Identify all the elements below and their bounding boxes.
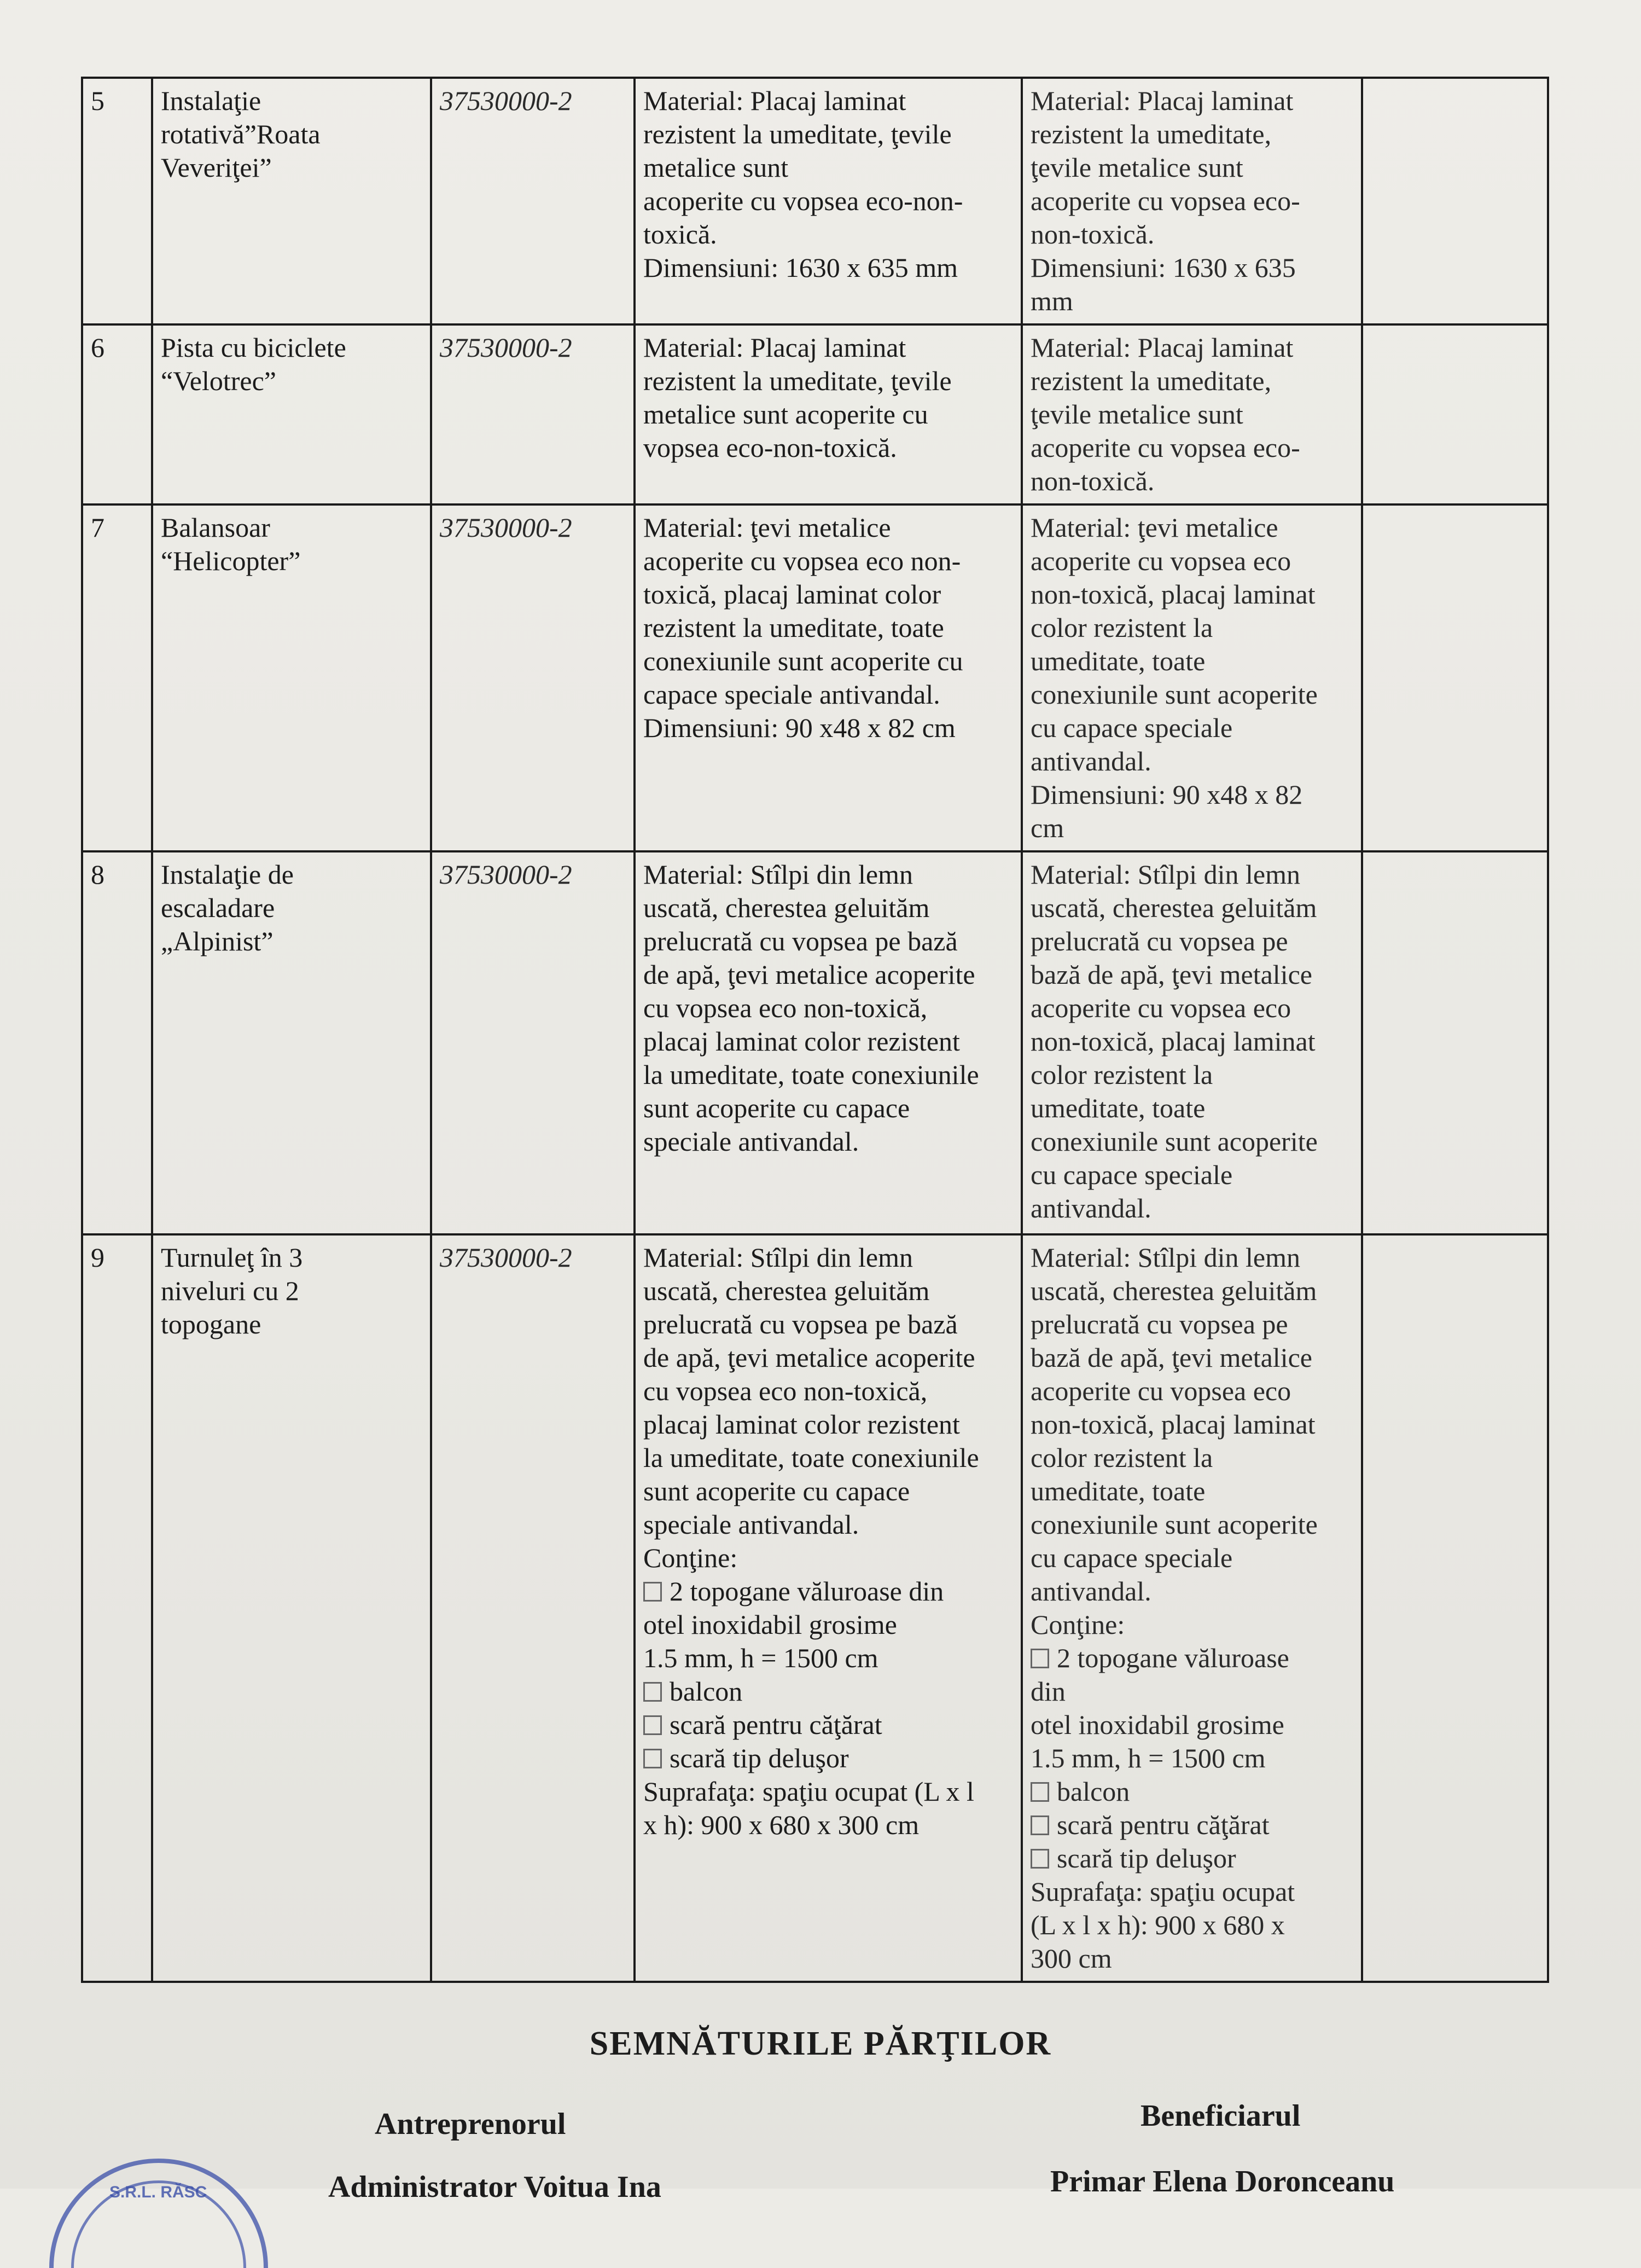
spec-line: placaj laminat color rezistent [643,1409,960,1440]
row-number: 7 [82,504,152,851]
spec-line: sunt acoperite cu capace [643,1093,910,1123]
offer-line: cu capace speciale [1031,712,1233,743]
spec-line: la umeditate, toate conexiunile [643,1059,979,1090]
spec-line: Dimensiuni: 1630 x 635 mm [643,252,958,283]
empty-cell [1362,324,1548,504]
table-row [82,324,1548,504]
contractor-representative: Administrator Voitua Ina [328,2170,661,2204]
checkbox-bullet-icon [643,1682,662,1702]
offer-line [1031,1808,1353,1842]
offer-line [1031,1641,1353,1675]
offer-line: Dimensiuni: 90 x48 x 82 [1031,779,1303,810]
offer-line: 1.5 mm, h = 1500 cm [1031,1743,1266,1773]
item-name-line: rotativă”Roata [161,119,321,149]
offer-line: acoperite cu vopsea eco- [1031,432,1300,463]
spec-line [643,1742,1013,1775]
offer-line: non-toxică. [1031,466,1155,496]
offer-line: non-toxică. [1031,219,1155,250]
offer-line: conexiunile sunt acoperite [1031,679,1318,710]
spec-line [643,1708,1013,1742]
offer-line: Material: Stîlpi din lemn [1031,1242,1300,1273]
offer-line: color rezistent la [1031,612,1213,643]
offer-line: Material: Placaj laminat [1031,85,1294,116]
spec-line: metalice sunt acoperite cu [643,399,928,430]
required-specification [635,324,1022,504]
spec-line-text: scară pentru căţărat [670,1709,882,1740]
contractor-label: Antreprenorul [375,2107,566,2141]
spec-line: toxică, placaj laminat color [643,579,941,610]
checkbox-bullet-icon [1031,1849,1049,1869]
item-name-line: Turnuleţ în 3 [161,1242,303,1273]
spec-line: prelucrată cu vopsea pe bază [643,1309,958,1339]
offer-line: acoperite cu vopsea eco- [1031,185,1300,216]
spec-line: toxică. [643,219,717,250]
table-row [82,504,1548,851]
offer-line: din [1031,1676,1066,1707]
empty-cell [1362,1234,1548,1982]
offer-line: cu capace speciale [1031,1542,1233,1573]
spec-line: otel inoxidabil grosime [643,1609,897,1640]
offer-line: color rezistent la [1031,1442,1213,1473]
item-name-line: topogane [161,1309,261,1339]
offer-line: antivandal. [1031,1576,1151,1606]
spec-line: cu vopsea eco non-toxică, [643,993,928,1023]
offer-line: Conţine: [1031,1609,1125,1640]
offer-line: Suprafaţa: spaţiu ocupat [1031,1876,1295,1907]
spec-line: vopsea eco-non-toxică. [643,432,897,463]
offer-line-text: balcon [1057,1776,1130,1807]
offer-line: bază de apă, ţevi metalice [1031,959,1312,990]
offer-line: non-toxică, placaj laminat [1031,579,1316,610]
empty-cell [1362,78,1548,324]
offer-line: Material: ţevi metalice [1031,512,1278,543]
row-number: 5 [82,78,152,324]
offer-line-text: scară tip deluşor [1057,1843,1236,1873]
spec-line: conexiunile sunt acoperite cu [643,646,963,676]
offer-line: acoperite cu vopsea eco [1031,1376,1291,1406]
spec-line: rezistent la umeditate, ţevile [643,119,952,149]
item-name [152,1234,431,1982]
required-specification [635,78,1022,324]
offered-specification [1022,851,1362,1234]
table-body [82,78,1548,1982]
spec-line: speciale antivandal. [643,1509,859,1540]
spec-line-text: 2 topogane văluroase din [670,1576,944,1606]
spec-line: Suprafaţa: spaţiu ocupat (L x l [643,1776,974,1807]
spec-line: uscată, cherestea geluităm [643,1275,930,1306]
offer-line: 300 cm [1031,1943,1112,1974]
spec-line: Dimensiuni: 90 x48 x 82 cm [643,712,956,743]
offer-line: rezistent la umeditate, [1031,366,1272,396]
beneficiary-representative: Primar Elena Doronceanu [1050,2165,1395,2199]
row-number: 9 [82,1234,152,1982]
item-name [152,78,431,324]
offer-line: uscată, cherestea geluităm [1031,1275,1317,1306]
item-name [152,851,431,1234]
offer-line: umeditate, toate [1031,1476,1206,1506]
table-row [82,851,1548,1234]
offer-line: Material: Stîlpi din lemn [1031,859,1300,890]
spec-line [643,1675,1013,1708]
spec-line: Conţine: [643,1542,738,1573]
offer-line: ţevile metalice sunt [1031,152,1243,183]
spec-line: Material: Stîlpi din lemn [643,859,913,890]
spec-line: de apă, ţevi metalice acoperite [643,959,975,990]
offer-line: conexiunile sunt acoperite [1031,1509,1318,1540]
spec-line: placaj laminat color rezistent [643,1026,960,1057]
offer-line: cu capace speciale [1031,1159,1233,1190]
item-name-line: Instalaţie de [161,859,294,890]
checkbox-bullet-icon [643,1749,662,1768]
table-row [82,1234,1548,1982]
offer-line: cm [1031,813,1064,843]
checkbox-bullet-icon [1031,1815,1049,1835]
company-stamp [49,2159,268,2268]
item-name-line: niveluri cu 2 [161,1275,299,1306]
offer-line: antivandal. [1031,1193,1151,1223]
item-name-line: escaladare [161,892,275,923]
signatures-title: SEMNĂTURILE PĂRŢILOR [589,2025,1052,2062]
spec-line-text: scară tip deluşor [670,1743,849,1773]
cpv-code: 37530000-2 [431,851,635,1234]
cpv-code: 37530000-2 [431,78,635,324]
spec-line: 1.5 mm, h = 1500 cm [643,1643,878,1673]
offer-line [1031,1775,1353,1808]
spec-line: acoperite cu vopsea eco non- [643,546,961,576]
offered-specification [1022,504,1362,851]
offer-line: ţevile metalice sunt [1031,399,1243,430]
item-name-line: Pista cu biciclete [161,332,346,363]
offer-line: uscată, cherestea geluităm [1031,892,1317,923]
spec-line: prelucrată cu vopsea pe bază [643,926,958,956]
offer-line: otel inoxidabil grosime [1031,1709,1284,1740]
row-number: 8 [82,851,152,1234]
required-specification [635,504,1022,851]
offer-line: non-toxică, placaj laminat [1031,1026,1316,1057]
spec-line: rezistent la umeditate, ţevile [643,366,952,396]
spec-line [643,1575,1013,1608]
offer-line: prelucrată cu vopsea pe [1031,926,1288,956]
item-name-line: Instalaţie [161,85,261,116]
offer-line: rezistent la umeditate, [1031,119,1272,149]
offer-line: acoperite cu vopsea eco [1031,993,1291,1023]
empty-cell [1362,851,1548,1234]
checkbox-bullet-icon [1031,1649,1049,1668]
checkbox-bullet-icon [643,1582,662,1602]
offer-line: conexiunile sunt acoperite [1031,1126,1318,1157]
offer-line: acoperite cu vopsea eco [1031,546,1291,576]
cpv-code: 37530000-2 [431,1234,635,1982]
spec-line: Material: ţevi metalice [643,512,891,543]
offer-line: color rezistent la [1031,1059,1213,1090]
offer-line-text: scară pentru căţărat [1057,1809,1270,1840]
checkbox-bullet-icon [643,1715,662,1735]
item-name-line: “Velotrec” [161,366,276,396]
offered-specification [1022,324,1362,504]
offer-line-text: 2 topogane văluroase [1057,1643,1289,1673]
stamp-text: S.R.L. RĂSC [109,2183,207,2201]
cpv-code: 37530000-2 [431,324,635,504]
spec-line: metalice sunt [643,152,789,183]
required-specification [635,851,1022,1234]
offer-line: prelucrată cu vopsea pe [1031,1309,1288,1339]
spec-line: speciale antivandal. [643,1126,859,1157]
spec-line: capace speciale antivandal. [643,679,940,710]
offer-line: (L x l x h): 900 x 680 x [1031,1910,1285,1940]
specification-table [81,77,1549,1983]
item-name-line: Balansoar [161,512,270,543]
beneficiary-label: Beneficiarul [1140,2099,1301,2133]
item-name-line: Veveriţei” [161,152,272,183]
spec-line: x h): 900 x 680 x 300 cm [643,1809,920,1840]
offer-line: umeditate, toate [1031,646,1206,676]
cpv-code: 37530000-2 [431,504,635,851]
offer-line: antivandal. [1031,746,1151,776]
row-number: 6 [82,324,152,504]
spec-line: acoperite cu vopsea eco-non- [643,185,963,216]
offer-line: umeditate, toate [1031,1093,1206,1123]
item-name [152,504,431,851]
offer-line: Material: Placaj laminat [1031,332,1294,363]
offer-line: bază de apă, ţevi metalice [1031,1342,1312,1373]
checkbox-bullet-icon [1031,1782,1049,1802]
spec-line: la umeditate, toate conexiunile [643,1442,979,1473]
empty-cell [1362,504,1548,851]
spec-line: uscată, cherestea geluităm [643,892,930,923]
table-row [82,78,1548,324]
spec-line: sunt acoperite cu capace [643,1476,910,1506]
offer-line [1031,1842,1353,1875]
offer-line: Dimensiuni: 1630 x 635 [1031,252,1296,283]
offer-line: mm [1031,286,1073,316]
spec-line: de apă, ţevi metalice acoperite [643,1342,975,1373]
required-specification [635,1234,1022,1982]
spec-line: rezistent la umeditate, toate [643,612,944,643]
offered-specification [1022,78,1362,324]
spec-line: cu vopsea eco non-toxică, [643,1376,928,1406]
spec-line: Material: Placaj laminat [643,85,906,116]
item-name-line: “Helicopter” [161,546,301,576]
item-name-line: „Alpinist” [161,926,274,956]
spec-line-text: balcon [670,1676,743,1707]
offer-line: non-toxică, placaj laminat [1031,1409,1316,1440]
spec-line: Material: Stîlpi din lemn [643,1242,913,1273]
offered-specification [1022,1234,1362,1982]
item-name [152,324,431,504]
spec-line: Material: Placaj laminat [643,332,906,363]
